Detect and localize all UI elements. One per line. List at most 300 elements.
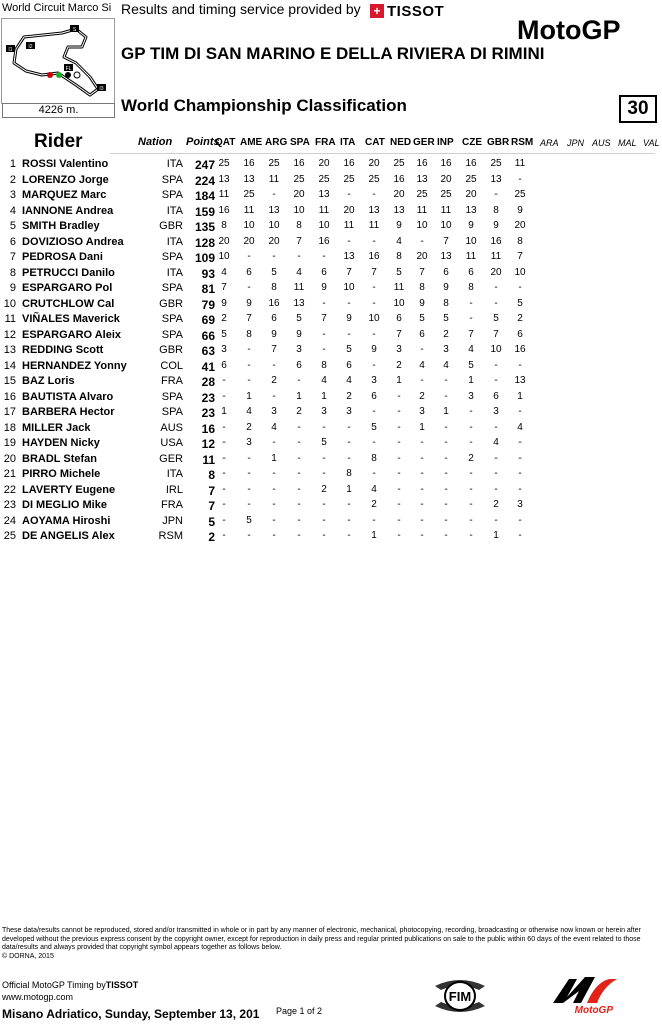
race-result-cell: - (469, 406, 473, 417)
position-cell: 21 (3, 468, 16, 480)
race-result-cell: 16 (343, 158, 355, 169)
race-result-cell: 3 (296, 344, 302, 355)
nation-cell: SPA (161, 313, 183, 325)
race-result-cell: - (247, 499, 251, 510)
race-result-cell: 3 (346, 406, 352, 417)
race-result-cell: - (469, 313, 473, 324)
race-result-cell: - (247, 344, 251, 355)
race-result-cell: 9 (396, 220, 402, 231)
race-result-cell: 1 (419, 421, 425, 433)
track-map-icon (2, 19, 114, 103)
race-result-cell: 16 (490, 235, 502, 247)
rider-name-cell: VIÑALES Maverick (22, 313, 120, 325)
race-result-cell: 4 (443, 359, 449, 371)
race-result-cell: 8 (517, 235, 523, 247)
future-race-header-jpn: JPN (567, 138, 585, 148)
race-result-cell: 2 (396, 359, 402, 371)
position-cell: 10 (3, 297, 16, 310)
points-cell: 11 (202, 452, 215, 467)
race-result-cell: - (222, 452, 226, 464)
race-result-cell: 11 (243, 204, 255, 216)
race-result-cell: 10 (465, 235, 477, 247)
race-result-cell: 1 (346, 483, 352, 495)
rider-name-cell: IANNONE Andrea (22, 204, 114, 217)
race-result-cell: - (420, 452, 424, 464)
table-row (0, 437, 662, 452)
race-result-cell: 7 (296, 235, 302, 247)
race-result-cell: - (469, 437, 473, 448)
timing-credit-prefix: Official MotoGP Timing by (2, 980, 106, 990)
race-result-cell: - (297, 251, 301, 262)
race-result-cell: 16 (268, 297, 280, 309)
future-race-header-ara: ARA (540, 138, 559, 148)
header-divider (110, 153, 655, 154)
nation-cell: ITA (166, 235, 183, 248)
race-result-cell: - (518, 173, 522, 185)
race-result-cell: - (347, 328, 351, 340)
race-result-cell: 3 (246, 437, 252, 448)
race-result-cell: 5 (468, 359, 474, 371)
race-result-cell: 2 (371, 499, 377, 510)
table-row (0, 313, 662, 328)
race-result-cell: - (372, 468, 376, 479)
position-cell: 4 (9, 204, 16, 217)
track-label-fl: FL (65, 66, 72, 72)
position-cell: 24 (3, 514, 16, 527)
race-result-cell: - (272, 359, 276, 371)
race-result-cell: - (469, 530, 473, 541)
race-result-cell: - (469, 297, 473, 309)
race-result-cell: - (372, 514, 376, 526)
race-result-cell: 2 (346, 390, 352, 402)
race-result-cell: - (397, 452, 401, 464)
table-row (0, 530, 662, 545)
race-result-cell: 4 (371, 483, 377, 495)
nation-cell: SPA (161, 406, 183, 418)
race-result-cell: 10 (514, 266, 526, 278)
points-cell: 128 (194, 235, 215, 250)
table-row (0, 344, 662, 359)
race-result-cell: 5 (371, 421, 377, 433)
race-result-cell: 25 (243, 189, 255, 200)
race-result-cell: 25 (514, 189, 526, 200)
race-result-cell: 20 (514, 220, 526, 231)
race-result-cell: 4 (246, 406, 252, 417)
points-cell: 7 (208, 499, 215, 513)
gp-title: GP TIM DI SAN MARINO E DELLA RIVIERA DI RIMINI (121, 44, 545, 63)
race-result-cell: - (322, 344, 326, 355)
position-cell: 1 (9, 158, 16, 170)
nation-cell: JPN (162, 514, 183, 527)
nation-cell: FRA (161, 499, 183, 511)
race-result-cell: - (322, 328, 326, 340)
race-result-cell: 25 (490, 158, 502, 169)
race-result-cell: 9 (517, 204, 523, 216)
nation-cell: GBR (159, 344, 183, 356)
race-result-cell: - (372, 282, 376, 293)
race-result-cell: - (397, 390, 401, 402)
race-result-cell: 13 (465, 204, 477, 216)
race-result-cell: 2 (517, 313, 523, 324)
race-result-cell: 9 (493, 220, 499, 231)
race-result-cell: 8 (493, 204, 499, 216)
race-result-cell: 5 (346, 344, 352, 355)
race-result-cell: 25 (393, 158, 405, 169)
race-result-cell: 10 (393, 297, 405, 309)
track-map (1, 18, 115, 104)
race-result-cell: - (347, 235, 351, 247)
rider-name-cell: AOYAMA Hiroshi (22, 514, 111, 527)
race-result-cell: 4 (271, 421, 277, 433)
race-result-cell: - (272, 390, 276, 402)
race-result-cell: - (247, 282, 251, 293)
race-result-cell: 11 (490, 251, 502, 262)
race-result-cell: - (347, 189, 351, 200)
race-result-cell: - (247, 483, 251, 495)
points-cell: 69 (201, 313, 215, 327)
race-result-cell: 6 (468, 266, 474, 278)
race-result-cell: - (420, 375, 424, 386)
fim-logo-text: FIM (448, 989, 472, 1004)
race-result-cell: 11 (514, 158, 526, 169)
race-result-cell: - (494, 514, 498, 526)
table-row (0, 391, 662, 406)
race-result-cell: 3 (517, 499, 523, 510)
race-result-cell: 13 (268, 204, 280, 216)
timing-service-text: Results and timing service provided by (121, 1, 361, 17)
race-result-cell: - (347, 514, 351, 526)
race-result-cell: 20 (393, 189, 405, 200)
table-row (0, 298, 662, 313)
race-result-cell: 13 (318, 189, 330, 200)
position-cell: 16 (3, 390, 16, 403)
race-result-cell: 11 (368, 220, 380, 231)
race-result-cell: - (272, 514, 276, 526)
race-result-cell: 6 (396, 313, 402, 324)
race-result-cell: - (222, 468, 226, 479)
race-result-cell: 1 (246, 390, 252, 402)
race-result-cell: 2 (321, 483, 327, 495)
race-result-cell: 6 (271, 313, 277, 324)
race-result-cell: - (444, 499, 448, 510)
race-result-cell: 2 (246, 421, 252, 433)
race-result-cell: 16 (368, 251, 380, 262)
race-result-cell: - (518, 406, 522, 417)
race-result-cell: 5 (221, 328, 227, 340)
nation-cell: GBR (159, 220, 183, 232)
fim-logo-icon (433, 978, 487, 1019)
points-cell: 23 (201, 390, 215, 405)
race-result-cell: - (322, 297, 326, 309)
race-result-cell: 10 (268, 220, 280, 231)
nation-cell: AUS (160, 421, 183, 434)
nation-column-header: Nation (138, 136, 173, 148)
race-result-cell: - (297, 499, 301, 510)
race-result-cell: - (372, 297, 376, 309)
race-result-cell: 3 (396, 344, 402, 355)
points-cell: 7 (208, 483, 215, 498)
race-result-cell: - (494, 359, 498, 371)
position-cell: 25 (3, 530, 16, 542)
race-result-cell: 6 (371, 390, 377, 402)
disclaimer-text: These data/results cannot be reproduced, stored and/or transmitted in whole or in part by any manner of electronic, mechanical, photocopying, recording, broadcasting or otherwise now known or herein after developed without the previous express consent by the copyright owner, except for reproduction in daily press and regular printed publications on sale to the public within 60 days of the event related to those data/results and always provided that copyright symbol appears together as follows below. (2, 927, 641, 951)
race-result-cell: - (372, 359, 376, 371)
race-result-cell: 16 (514, 344, 526, 355)
race-result-cell: - (247, 251, 251, 262)
race-result-cell: - (397, 437, 401, 448)
race-result-cell: 9 (371, 344, 377, 355)
race-result-cell: 4 (517, 421, 523, 433)
race-result-cell: 10 (368, 313, 380, 324)
rider-name-cell: HAYDEN Nicky (22, 437, 100, 449)
race-result-cell: 25 (293, 173, 305, 185)
race-result-cell: 6 (517, 328, 523, 340)
race-result-cell: - (247, 530, 251, 541)
race-header-inp: INP (437, 137, 454, 148)
website-link[interactable]: www.motogp.com (2, 992, 74, 1002)
future-race-header-aus: AUS (592, 138, 611, 148)
event-date: Misano Adriatico, Sunday, September 13, 201 (2, 1007, 260, 1021)
race-result-cell: 2 (493, 499, 499, 510)
race-result-cell: 11 (393, 282, 405, 293)
rider-name-cell: DI MEGLIO Mike (22, 499, 107, 511)
race-result-cell: - (420, 514, 424, 526)
race-result-cell: 20 (318, 158, 330, 169)
nation-cell: SPA (161, 173, 183, 186)
nation-cell: ITA (166, 158, 183, 170)
rider-name-cell: MILLER Jack (22, 421, 91, 434)
race-result-cell: - (494, 468, 498, 479)
nation-cell: FRA (161, 375, 183, 387)
position-cell: 7 (9, 251, 16, 263)
race-result-cell: 8 (321, 359, 327, 371)
position-cell: 9 (9, 282, 16, 294)
points-cell: 2 (208, 530, 215, 544)
race-result-cell: 9 (321, 282, 327, 293)
race-result-cell: - (272, 251, 276, 262)
race-result-cell: 4 (396, 235, 402, 247)
race-result-cell: 3 (371, 375, 377, 386)
race-result-cell: 8 (443, 297, 449, 309)
race-result-cell: 20 (218, 235, 230, 247)
motogp-logo-text: MotoGP (574, 1005, 613, 1016)
table-row (0, 360, 662, 375)
race-header-spa: SPA (290, 137, 310, 148)
race-result-cell: 10 (490, 344, 502, 355)
race-result-cell: 16 (393, 173, 405, 185)
race-result-cell: 13 (514, 375, 526, 386)
position-cell: 17 (3, 406, 16, 418)
race-result-cell: 16 (416, 158, 428, 169)
race-result-cell: 25 (416, 189, 428, 200)
race-result-cell: 8 (271, 282, 277, 293)
race-result-cell: - (518, 452, 522, 464)
race-result-cell: 20 (440, 173, 452, 185)
race-header-cze: CZE (462, 137, 482, 148)
race-result-cell: 20 (243, 235, 255, 247)
position-cell: 18 (3, 421, 16, 434)
race-result-cell: 11 (416, 204, 428, 216)
race-result-cell: - (518, 359, 522, 371)
position-cell: 8 (9, 266, 16, 279)
race-result-cell: 9 (346, 313, 352, 324)
rider-name-cell: CRUTCHLOW Cal (22, 297, 115, 310)
race-result-cell: - (420, 235, 424, 247)
race-result-cell: - (347, 499, 351, 510)
race-result-cell: - (494, 297, 498, 309)
race-result-cell: 9 (246, 297, 252, 309)
race-result-cell: 3 (419, 406, 425, 417)
rider-name-cell: REDDING Scott (22, 344, 104, 356)
race-result-cell: 7 (468, 328, 474, 340)
race-result-cell: 7 (221, 282, 227, 293)
table-row (0, 205, 662, 220)
timing-credit-brand: TISSOT (105, 980, 139, 990)
race-result-cell: 25 (268, 158, 280, 169)
race-result-cell: 25 (218, 158, 230, 169)
page-badge: 30 (619, 95, 657, 123)
race-result-cell: 5 (246, 514, 252, 526)
race-result-cell: 7 (346, 266, 352, 278)
table-row (0, 453, 662, 468)
position-cell: 22 (3, 483, 16, 496)
position-cell: 20 (3, 452, 16, 465)
race-result-cell: 8 (246, 328, 252, 340)
race-result-cell: 16 (218, 204, 230, 216)
race-result-cell: 16 (243, 158, 255, 169)
table-row (0, 468, 662, 483)
race-result-cell: - (444, 437, 448, 448)
points-cell: 135 (194, 220, 215, 234)
race-result-cell: 4 (493, 437, 499, 448)
rider-name-cell: BAZ Loris (22, 375, 75, 387)
race-result-cell: 1 (371, 530, 377, 541)
race-result-cell: 5 (443, 313, 449, 324)
position-cell: 2 (9, 173, 16, 186)
race-result-cell: 11 (268, 173, 280, 185)
position-cell: 19 (3, 437, 16, 449)
race-result-cell: 20 (343, 204, 355, 216)
nation-cell: SPA (161, 390, 183, 403)
race-result-cell: - (297, 530, 301, 541)
points-cell: 16 (201, 421, 215, 436)
race-result-cell: - (222, 514, 226, 526)
track-label-i1: I1 (8, 47, 13, 53)
race-result-cell: 6 (321, 266, 327, 278)
race-result-cell: 8 (346, 468, 352, 479)
rider-name-cell: PIRRO Michele (22, 468, 101, 480)
tissot-wordmark: TISSOT (387, 2, 445, 20)
race-result-cell: 7 (396, 328, 402, 340)
race-result-cell: - (444, 452, 448, 464)
race-result-cell: - (494, 483, 498, 495)
race-result-cell: 3 (271, 406, 277, 417)
race-result-cell: 9 (296, 328, 302, 340)
tissot-cross-icon: + (370, 4, 384, 18)
nation-cell: ITA (166, 204, 183, 217)
race-result-cell: - (420, 483, 424, 495)
nation-cell: IRL (165, 483, 183, 496)
rider-name-cell: BRADL Stefan (22, 452, 97, 465)
race-result-cell: 5 (271, 266, 277, 278)
race-result-cell: 25 (368, 173, 380, 185)
race-result-cell: 13 (243, 173, 255, 185)
position-cell: 12 (3, 328, 16, 341)
race-result-cell: 20 (368, 158, 380, 169)
race-result-cell: 3 (443, 344, 449, 355)
points-cell: 159 (194, 204, 215, 219)
race-result-cell: - (518, 282, 522, 293)
points-cell: 63 (201, 344, 215, 358)
race-result-cell: - (444, 421, 448, 433)
position-cell: 5 (9, 220, 16, 232)
race-result-cell: - (247, 468, 251, 479)
race-result-cell: 7 (493, 328, 499, 340)
race-result-cell: 4 (346, 375, 352, 386)
race-result-cell: 8 (296, 220, 302, 231)
race-result-cell: - (322, 421, 326, 433)
race-result-cell: - (347, 421, 351, 433)
race-result-cell: 3 (221, 344, 227, 355)
nation-cell: SPA (161, 189, 183, 201)
race-result-cell: - (420, 530, 424, 541)
race-result-cell: - (397, 499, 401, 510)
table-row (0, 515, 662, 530)
race-result-cell: 1 (271, 452, 277, 464)
race-result-cell: 1 (321, 390, 327, 402)
rider-column-header: Rider (34, 131, 83, 152)
table-row (0, 158, 662, 173)
race-result-cell: 9 (271, 328, 277, 340)
points-cell: 109 (194, 251, 215, 265)
race-result-cell: 5 (396, 266, 402, 278)
race-result-cell: 2 (419, 390, 425, 402)
track-label-s: S (72, 27, 77, 33)
motogp-brand-title: MotoGP (517, 15, 621, 45)
race-result-cell: - (397, 468, 401, 479)
nation-cell: SPA (161, 251, 183, 263)
race-result-cell: - (469, 421, 473, 433)
nation-cell: GBR (159, 297, 183, 310)
rider-name-cell: PEDROSA Dani (22, 251, 103, 263)
race-result-cell: - (518, 437, 522, 448)
race-header-ita: ITA (340, 137, 356, 148)
points-cell: 184 (194, 189, 215, 203)
race-result-cell: - (494, 452, 498, 464)
race-result-cell: - (297, 452, 301, 464)
nation-cell: ITA (166, 468, 183, 480)
nation-cell: SPA (161, 328, 183, 341)
race-result-cell: 11 (440, 204, 452, 216)
race-result-cell: - (494, 282, 498, 293)
future-race-header-val: VAL (643, 138, 660, 148)
race-result-cell: 1 (396, 375, 402, 386)
points-cell: 23 (201, 406, 215, 420)
position-cell: 13 (3, 344, 16, 356)
points-cell: 224 (194, 173, 215, 188)
rider-name-cell: ROSSI Valentino (22, 158, 109, 170)
race-result-cell: - (397, 483, 401, 495)
race-result-cell: 11 (343, 220, 355, 231)
race-result-cell: - (420, 437, 424, 448)
race-result-cell: 10 (440, 220, 452, 231)
race-result-cell: - (518, 483, 522, 495)
rider-name-cell: BARBERA Hector (22, 406, 115, 418)
race-header-arg: ARG (265, 137, 288, 148)
race-result-cell: 10 (343, 282, 355, 293)
race-result-cell: 7 (443, 235, 449, 247)
race-result-cell: 5 (296, 313, 302, 324)
